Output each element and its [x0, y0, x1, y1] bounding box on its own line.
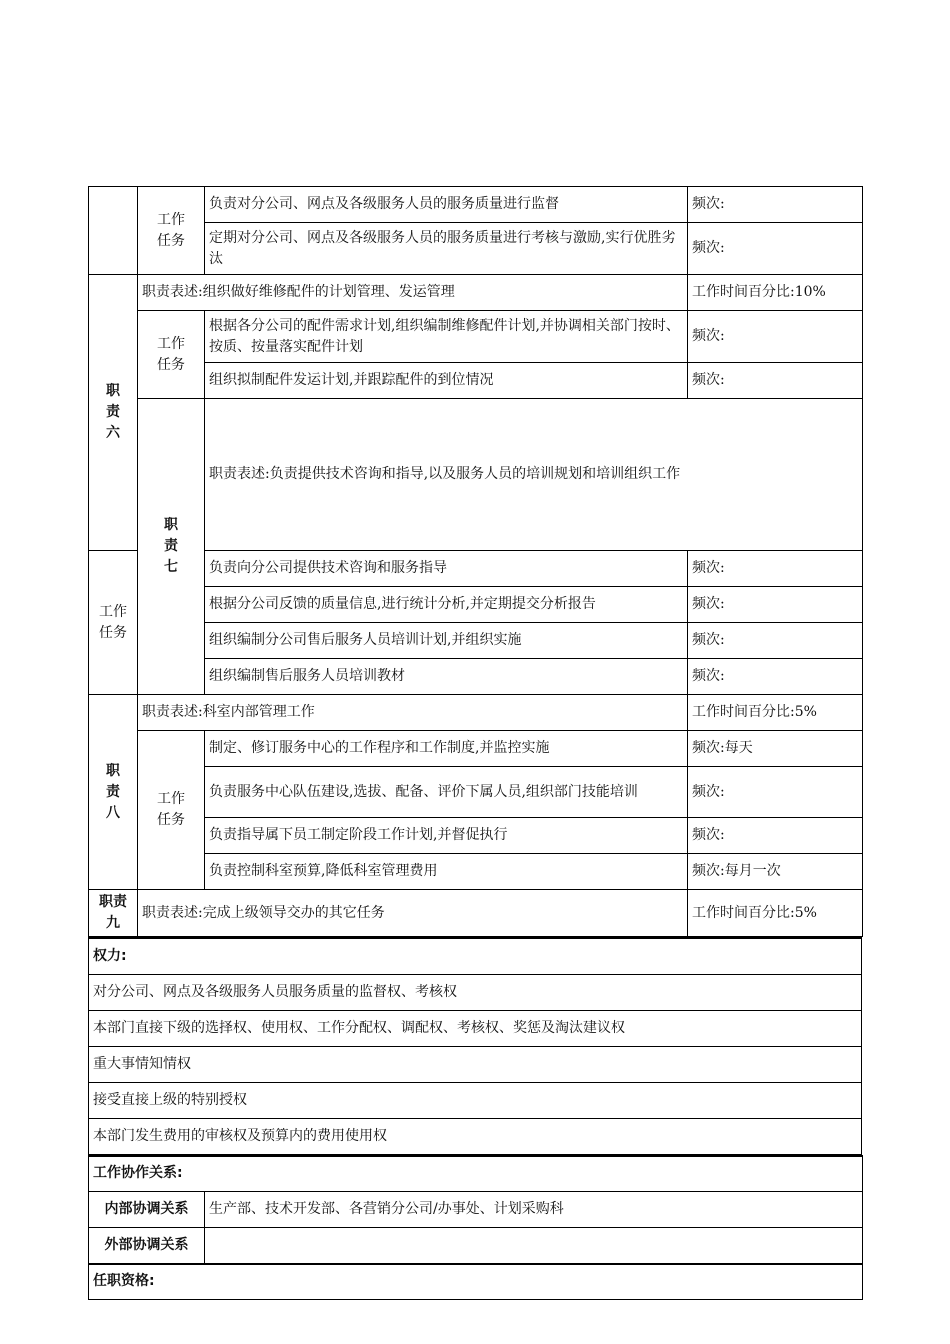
task-label: 工作 任务	[138, 187, 205, 275]
table-row	[89, 399, 863, 551]
table-row	[89, 275, 863, 311]
time-percentage: 工作时间百分比:5%	[688, 890, 863, 937]
table-row	[89, 974, 862, 1010]
task-text: 负责对分公司、网点及各级服务人员的服务质量进行监督	[205, 187, 688, 223]
task-text: 负责指导属下员工制定阶段工作计划,并督促执行	[205, 818, 688, 854]
power-item: 本部门直接下级的选择权、使用权、工作分配权、调配权、考核权、奖惩及淘汰建议权	[89, 1010, 862, 1046]
relations-table	[88, 1155, 863, 1301]
duty-label-continued	[89, 187, 138, 275]
table-row	[89, 1082, 862, 1118]
duty-label-nine: 职责 九	[89, 890, 138, 937]
time-percentage: 工作时间百分比:5%	[688, 695, 863, 731]
task-label: 工作 任务	[138, 311, 205, 399]
table-row	[89, 1192, 863, 1228]
task-frequency: 频次:	[688, 818, 863, 854]
table-row	[89, 1010, 862, 1046]
table-row	[89, 1228, 863, 1264]
job-description-document	[88, 186, 862, 1300]
task-text: 组织编制分公司售后服务人员培训计划,并组织实施	[205, 623, 688, 659]
task-text: 制定、修订服务中心的工作程序和工作制度,并监控实施	[205, 731, 688, 767]
table-row	[89, 890, 863, 937]
task-frequency: 频次:	[688, 223, 863, 275]
task-text: 组织拟制配件发运计划,并跟踪配件的到位情况	[205, 363, 688, 399]
table-row	[89, 1118, 862, 1154]
task-label: 工作 任务	[138, 731, 205, 890]
external-relations-value	[205, 1228, 863, 1264]
task-label: 工作 任务	[89, 551, 138, 695]
table-row	[89, 854, 863, 890]
power-item: 对分公司、网点及各级服务人员服务质量的监督权、考核权	[89, 974, 862, 1010]
task-text: 定期对分公司、网点及各级服务人员的服务质量进行考核与激励,实行优胜劣汰	[205, 223, 688, 275]
task-frequency: 频次:	[688, 551, 863, 587]
duty-label-six: 职 责 六	[89, 275, 138, 551]
power-item: 本部门发生费用的审核权及预算内的费用使用权	[89, 1118, 862, 1154]
table-row	[89, 1156, 863, 1192]
task-frequency: 频次:每天	[688, 731, 863, 767]
table-row	[89, 659, 863, 695]
table-row	[89, 695, 863, 731]
task-text: 根据各分公司的配件需求计划,组织编制维修配件计划,并协调相关部门按时、按质、按量落实配件计划	[205, 311, 688, 363]
task-text: 负责向分公司提供技术咨询和服务指导	[205, 551, 688, 587]
powers-table	[88, 937, 862, 1155]
table-row	[89, 587, 863, 623]
table-row	[89, 187, 863, 223]
task-frequency: 频次:	[688, 767, 863, 818]
task-frequency: 频次:	[688, 187, 863, 223]
power-item: 接受直接上级的特别授权	[89, 1082, 862, 1118]
task-frequency: 频次:	[688, 311, 863, 363]
task-frequency: 频次:	[688, 363, 863, 399]
powers-title: 权力:	[89, 938, 862, 974]
internal-relations-label: 内部协调关系	[89, 1192, 205, 1228]
power-item: 重大事情知情权	[89, 1046, 862, 1082]
task-frequency: 频次:	[688, 587, 863, 623]
duty-statement: 职责表述:负责提供技术咨询和指导,以及服务人员的培训规划和培训组织工作	[205, 399, 863, 551]
table-row	[89, 363, 863, 399]
task-text: 负责控制科室预算,降低科室管理费用	[205, 854, 688, 890]
table-row	[89, 767, 863, 818]
table-row	[89, 551, 863, 587]
duty-statement: 职责表述:组织做好维修配件的计划管理、发运管理	[138, 275, 688, 311]
internal-relations-value: 生产部、技术开发部、各营销分公司/办事处、计划采购科	[205, 1192, 863, 1228]
duty-label-eight: 职 责 八	[89, 695, 138, 890]
task-frequency: 频次:	[688, 623, 863, 659]
table-row	[89, 1264, 863, 1300]
qualifications-title: 任职资格:	[89, 1264, 863, 1300]
table-row	[89, 1046, 862, 1082]
external-relations-label: 外部协调关系	[89, 1228, 205, 1264]
duty-statement: 职责表述:科室内部管理工作	[138, 695, 688, 731]
task-frequency: 频次:	[688, 659, 863, 695]
duty-statement: 职责表述:完成上级领导交办的其它任务	[138, 890, 688, 937]
table-row	[89, 818, 863, 854]
table-row	[89, 731, 863, 767]
task-text: 负责服务中心队伍建设,选拔、配备、评价下属人员,组织部门技能培训	[205, 767, 688, 818]
table-row	[89, 623, 863, 659]
task-frequency: 频次:每月一次	[688, 854, 863, 890]
time-percentage: 工作时间百分比:10%	[688, 275, 863, 311]
duty-label-seven: 职 责 七	[138, 399, 205, 695]
task-text: 组织编制售后服务人员培训教材	[205, 659, 688, 695]
table-row	[89, 311, 863, 363]
relations-title: 工作协作关系:	[89, 1156, 863, 1192]
task-text: 根据分公司反馈的质量信息,进行统计分析,并定期提交分析报告	[205, 587, 688, 623]
table-row	[89, 938, 862, 974]
duties-table	[88, 186, 863, 937]
table-row	[89, 223, 863, 275]
